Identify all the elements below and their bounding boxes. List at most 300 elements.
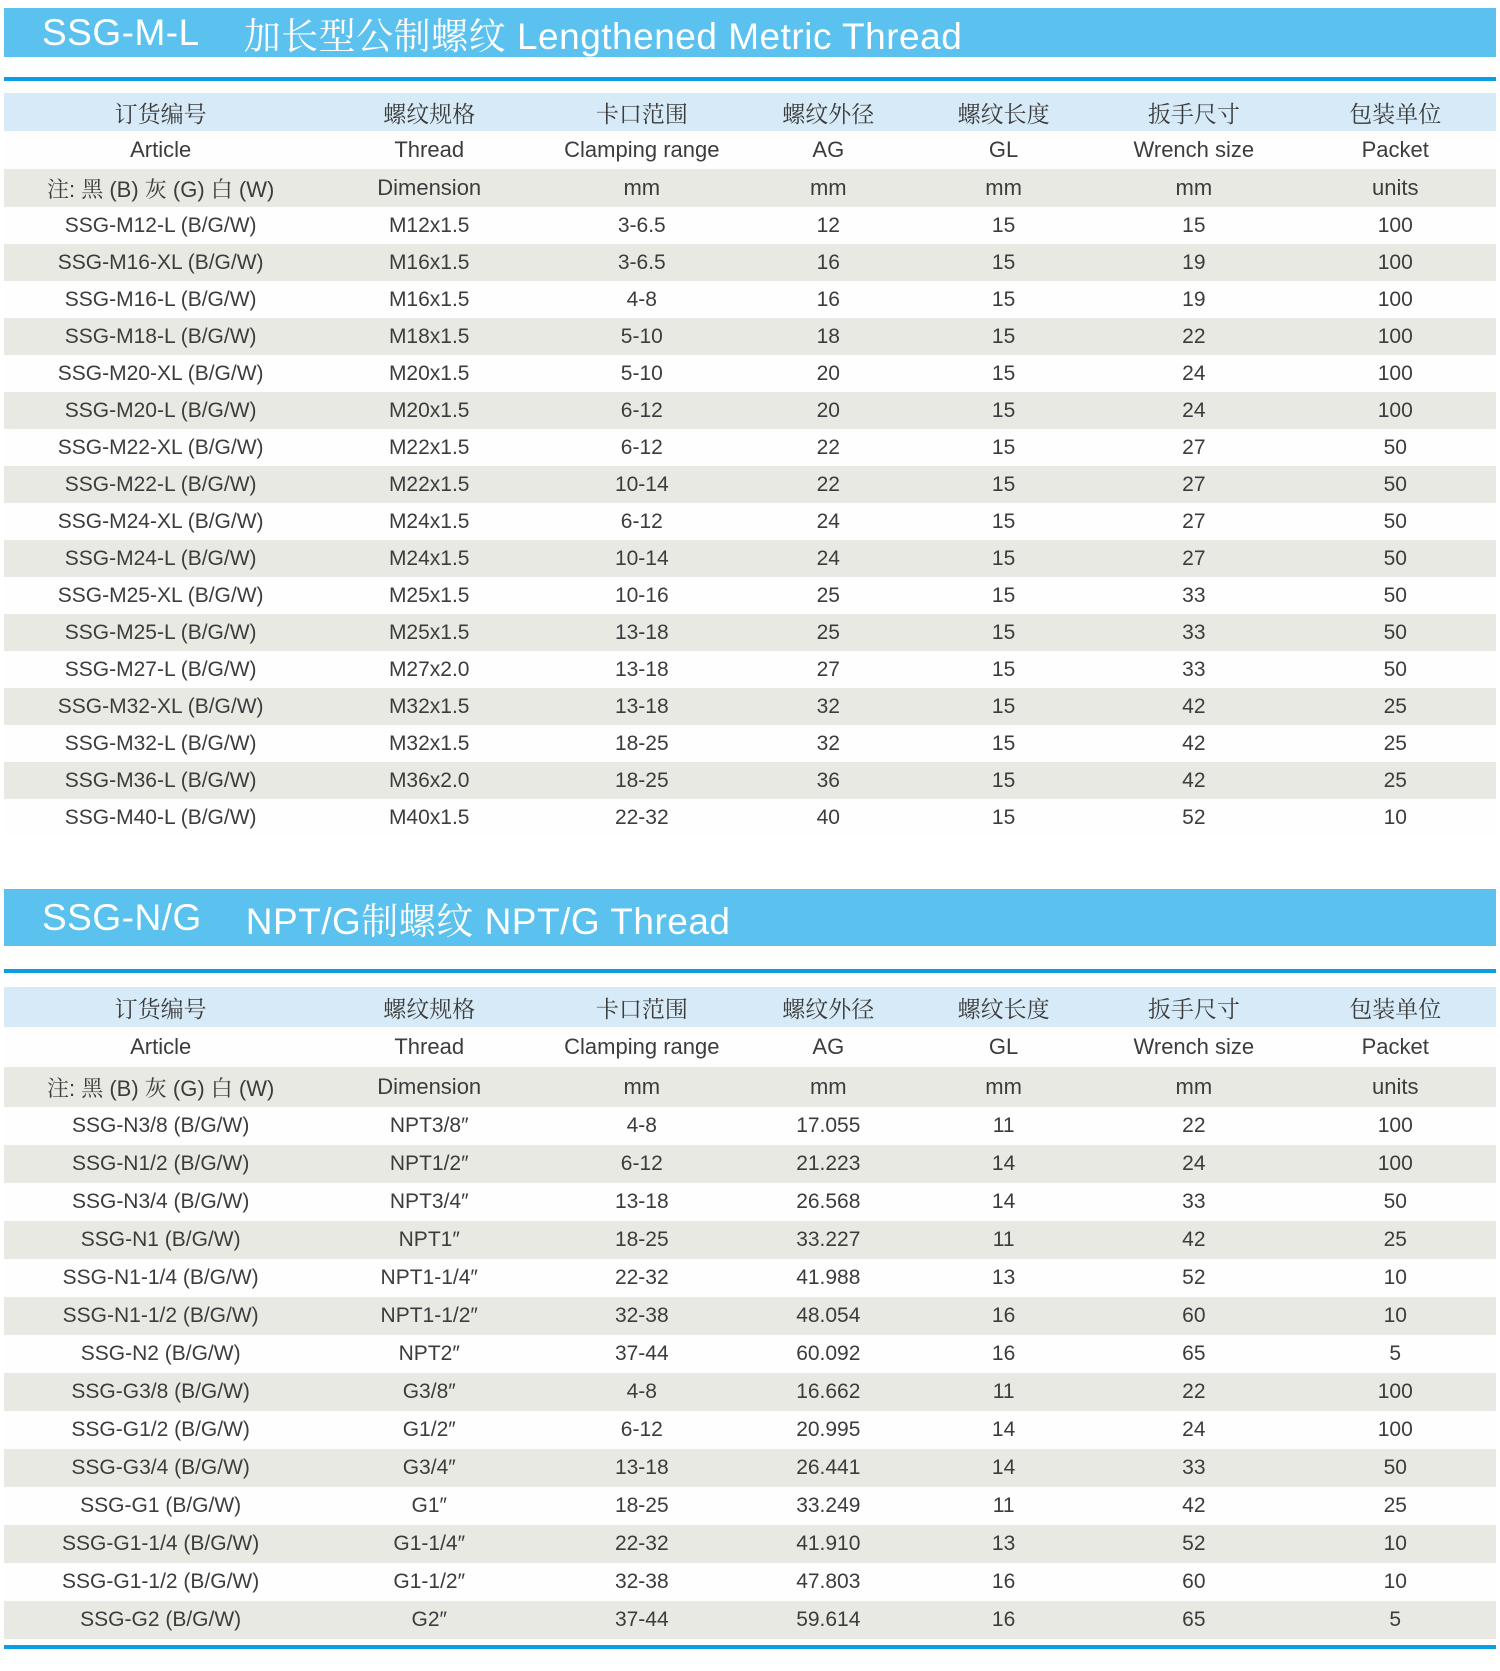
data-cell: 6-12 — [620, 1418, 663, 1441]
data-cell: 42 — [1182, 768, 1206, 792]
data-cell: 100 — [1377, 361, 1413, 385]
catalog-page — [0, 8, 1500, 1649]
data-cell: 19 — [1182, 287, 1206, 311]
data-cell: 50 — [1383, 435, 1407, 459]
data-cell: 33 — [1182, 657, 1206, 681]
data-cell: 15 — [991, 768, 1016, 792]
data-cell: 27 — [1182, 435, 1206, 459]
header-cell: mm — [985, 1074, 1022, 1099]
header-cell: Packet — [1361, 137, 1429, 162]
data-cell: NPT1/2″ — [389, 1152, 469, 1175]
header-cell: Clamping range — [564, 137, 720, 162]
data-cell: SSG-N1 (B/G/W) — [80, 1228, 241, 1251]
header-cell: 扳手尺寸 — [1147, 100, 1240, 127]
data-cell: NPT2″ — [398, 1342, 460, 1365]
data-cell: 15 — [991, 435, 1016, 459]
data-cell: SSG-M25-L (B/G/W) — [64, 620, 257, 644]
header-cell: 螺纹规格 — [383, 100, 476, 127]
header-cell: mm — [809, 175, 847, 200]
data-cell: M24x1.5 — [388, 546, 470, 570]
data-cell: 25 — [1383, 1228, 1407, 1251]
table-row — [4, 799, 1496, 836]
data-cell: 33 — [1182, 1190, 1206, 1213]
header-cell: Wrench size — [1133, 137, 1255, 162]
data-cell: 6-12 — [620, 398, 663, 422]
header-cell: Article — [130, 137, 192, 162]
data-cell: M25x1.5 — [388, 583, 470, 607]
data-cell: SSG-M22-XL (B/G/W) — [57, 435, 264, 459]
data-cell: SSG-N3/8 (B/G/W) — [71, 1114, 250, 1137]
data-cell: SSG-M32-L (B/G/W) — [64, 731, 257, 755]
data-cell: 5 — [1389, 1342, 1402, 1365]
header-cell: 订货编号 — [114, 100, 207, 127]
data-cell: 14 — [991, 1152, 1016, 1175]
data-cell: G1-1/4″ — [393, 1532, 466, 1555]
data-cell: 24 — [1182, 361, 1206, 385]
data-cell: SSG-M18-L (B/G/W) — [64, 324, 257, 348]
header-cell: GL — [988, 1034, 1019, 1059]
data-cell: 5 — [1389, 1608, 1402, 1631]
data-cell: 41.910 — [796, 1532, 861, 1555]
data-cell: 20.995 — [796, 1418, 861, 1441]
header-cell: 卡口范围 — [595, 995, 688, 1022]
data-cell: 16 — [991, 1342, 1016, 1365]
data-cell: 50 — [1383, 546, 1407, 570]
data-cell: SSG-G1-1/2 (B/G/W) — [62, 1570, 260, 1593]
header-cell: units — [1372, 1074, 1419, 1099]
header-cell: 卡口范围 — [595, 100, 688, 127]
data-cell: 65 — [1182, 1608, 1206, 1631]
data-cell: M12x1.5 — [388, 213, 470, 237]
header-row — [4, 169, 1496, 207]
data-cell: 25 — [1383, 1494, 1407, 1517]
data-cell: SSG-G1 (B/G/W) — [80, 1494, 242, 1517]
table-row — [4, 651, 1496, 688]
data-cell: 33.227 — [796, 1228, 861, 1251]
data-cell: 100 — [1377, 1380, 1413, 1403]
header-cell: Thread — [394, 137, 465, 162]
data-cell: 22 — [1182, 1380, 1206, 1403]
data-cell: 3-6.5 — [617, 213, 666, 237]
data-cell: 20 — [816, 398, 840, 422]
data-cell: 60.092 — [796, 1342, 861, 1365]
header-row — [4, 1067, 1496, 1107]
data-cell: G1/2″ — [402, 1418, 456, 1441]
data-cell: 15 — [991, 546, 1016, 570]
data-cell: 100 — [1377, 1114, 1413, 1137]
table-row — [4, 392, 1496, 429]
data-cell: SSG-G1-1/4 (B/G/W) — [62, 1532, 260, 1555]
data-cell: 50 — [1383, 583, 1407, 607]
data-cell: M22x1.5 — [388, 472, 470, 496]
data-cell: 13 — [991, 1532, 1016, 1555]
data-cell: 52 — [1182, 805, 1206, 829]
table-row — [4, 1601, 1496, 1639]
header-cell: AG — [812, 137, 845, 162]
data-cell: 22 — [1182, 1114, 1206, 1137]
data-cell: M25x1.5 — [388, 620, 470, 644]
data-cell: G1-1/2″ — [393, 1570, 466, 1593]
data-cell: 15 — [991, 805, 1016, 829]
table-row — [4, 1525, 1496, 1563]
data-cell: 50 — [1383, 472, 1407, 496]
header-cell: 包装单位 — [1349, 100, 1442, 127]
data-cell: M16x1.5 — [388, 287, 470, 311]
data-cell: 50 — [1383, 620, 1407, 644]
data-cell: 37-44 — [614, 1608, 669, 1631]
header-cell: mm — [623, 175, 661, 200]
data-cell: 15 — [991, 731, 1016, 755]
data-cell: 100 — [1377, 287, 1413, 311]
header-cell: 包装单位 — [1349, 995, 1442, 1022]
data-cell: 10-14 — [614, 546, 669, 570]
section-banner-metric — [4, 8, 1496, 57]
data-cell: 52 — [1182, 1532, 1206, 1555]
header-cell: 螺纹规格 — [383, 995, 476, 1022]
data-cell: SSG-M20-XL (B/G/W) — [57, 361, 264, 385]
data-cell: 13-18 — [614, 657, 669, 681]
data-cell: 4-8 — [626, 1114, 657, 1137]
table-row — [4, 1221, 1496, 1259]
data-cell: SSG-N1-1/2 (B/G/W) — [62, 1304, 259, 1327]
data-cell: M36x2.0 — [388, 768, 470, 792]
data-cell: 100 — [1377, 213, 1413, 237]
data-cell: 14 — [991, 1418, 1016, 1441]
table-row — [4, 466, 1496, 503]
data-cell: 15 — [991, 694, 1016, 718]
data-cell: 42 — [1182, 1228, 1206, 1251]
data-cell: 27 — [1182, 509, 1206, 533]
data-cell: 13-18 — [614, 1190, 669, 1213]
data-cell: 24 — [1182, 398, 1206, 422]
section-banner-npt-g — [4, 889, 1496, 946]
data-cell: NPT3/8″ — [389, 1114, 469, 1137]
data-cell: 22 — [816, 472, 840, 496]
data-cell: 16 — [991, 1570, 1016, 1593]
data-cell: NPT1-1/4″ — [380, 1266, 478, 1289]
data-cell: 22-32 — [614, 1266, 669, 1289]
data-cell: 33 — [1182, 1456, 1206, 1479]
data-cell: 16 — [991, 1304, 1016, 1327]
data-cell: 11 — [992, 1494, 1015, 1517]
data-cell: G1″ — [411, 1494, 447, 1517]
data-cell: SSG-M40-L (B/G/W) — [64, 805, 257, 829]
data-cell: SSG-M16-XL (B/G/W) — [57, 250, 264, 274]
data-cell: 22 — [1182, 324, 1206, 348]
header-cell: AG — [812, 1034, 845, 1059]
data-cell: SSG-M12-L (B/G/W) — [64, 213, 257, 237]
data-cell: 59.614 — [796, 1608, 861, 1631]
data-cell: 100 — [1377, 1152, 1413, 1175]
data-cell: 33 — [1182, 620, 1206, 644]
header-cell: mm — [1175, 1074, 1213, 1099]
data-cell: 32-38 — [614, 1304, 669, 1327]
data-cell: M32x1.5 — [388, 694, 470, 718]
header-cell: Article — [130, 1034, 192, 1059]
data-cell: SSG-N1/2 (B/G/W) — [71, 1152, 250, 1175]
npt-g-thread-table — [4, 987, 1496, 1639]
data-cell: 60 — [1182, 1570, 1206, 1593]
data-cell: 50 — [1383, 1456, 1407, 1479]
data-cell: 3-6.5 — [617, 250, 666, 274]
data-cell: M32x1.5 — [388, 731, 470, 755]
data-cell: 10 — [1383, 1266, 1407, 1289]
data-cell: 15 — [1182, 213, 1206, 237]
data-cell: M18x1.5 — [388, 324, 470, 348]
table-row — [4, 1373, 1496, 1411]
data-cell: 25 — [1383, 694, 1407, 718]
data-cell: 6-12 — [620, 509, 663, 533]
header-cell: 螺纹长度 — [957, 100, 1050, 127]
table-row — [4, 318, 1496, 355]
data-cell: 14 — [991, 1190, 1016, 1213]
data-cell: 15 — [991, 324, 1016, 348]
header-cell: Dimension — [377, 175, 482, 200]
header-cell: 扳手尺寸 — [1147, 995, 1240, 1022]
data-cell: 17.055 — [796, 1114, 861, 1137]
data-cell: 33 — [1182, 583, 1206, 607]
data-cell: 25 — [1383, 768, 1407, 792]
data-cell: 15 — [991, 657, 1016, 681]
header-row — [4, 131, 1496, 169]
data-cell: 10-14 — [614, 472, 669, 496]
data-cell: 22-32 — [614, 805, 669, 829]
data-cell: 15 — [991, 250, 1016, 274]
table-row — [4, 1411, 1496, 1449]
header-cell: Thread — [394, 1034, 465, 1059]
data-cell: 24 — [816, 509, 840, 533]
data-cell: 37-44 — [614, 1342, 669, 1365]
data-cell: 15 — [991, 287, 1016, 311]
data-cell: 25 — [1383, 731, 1407, 755]
header-cell: GL — [988, 137, 1019, 162]
header-cell: Clamping range — [564, 1034, 720, 1059]
data-cell: 26.441 — [796, 1456, 861, 1479]
data-cell: 18 — [816, 324, 840, 348]
data-cell: 4-8 — [626, 287, 657, 311]
header-cell: mm — [1175, 175, 1213, 200]
divider-rule — [4, 969, 1496, 973]
table-row — [4, 762, 1496, 799]
data-cell: 36 — [816, 768, 840, 792]
table-row — [4, 1563, 1496, 1601]
header-cell: mm — [809, 1074, 847, 1099]
data-cell: SSG-N1-1/4 (B/G/W) — [62, 1266, 259, 1289]
data-cell: 15 — [991, 398, 1016, 422]
data-cell: 100 — [1377, 324, 1413, 348]
data-cell: 14 — [991, 1456, 1016, 1479]
table-row — [4, 1335, 1496, 1373]
header-row — [4, 93, 1496, 131]
data-cell: SSG-M22-L (B/G/W) — [64, 472, 257, 496]
table-row — [4, 1145, 1496, 1183]
header-row — [4, 1027, 1496, 1067]
data-cell: 6-12 — [620, 1152, 663, 1175]
data-cell: G3/4″ — [402, 1456, 456, 1479]
header-cell: 订货编号 — [114, 995, 207, 1022]
data-cell: SSG-M16-L (B/G/W) — [64, 287, 257, 311]
header-row — [4, 987, 1496, 1027]
data-cell: 47.803 — [796, 1570, 861, 1593]
data-cell: 16 — [816, 287, 840, 311]
data-cell: 18-25 — [614, 768, 669, 792]
data-cell: SSG-M20-L (B/G/W) — [64, 398, 257, 422]
header-cell: Packet — [1361, 1034, 1429, 1059]
data-cell: 24 — [816, 546, 840, 570]
table-row — [4, 1449, 1496, 1487]
data-cell: 18-25 — [614, 1228, 669, 1251]
divider-rule — [4, 77, 1496, 81]
data-cell: 15 — [991, 509, 1016, 533]
data-cell: NPT3/4″ — [389, 1190, 469, 1213]
data-cell: SSG-M24-L (B/G/W) — [64, 546, 257, 570]
header-cell: 注: 黑 (B) 灰 (G) 白 (W) — [47, 1075, 275, 1101]
data-cell: M24x1.5 — [388, 509, 470, 533]
data-cell: SSG-M32-XL (B/G/W) — [57, 694, 264, 718]
data-cell: 52 — [1182, 1266, 1206, 1289]
data-cell: 10-16 — [614, 583, 669, 607]
data-cell: 12 — [816, 213, 840, 237]
data-cell: 21.223 — [796, 1152, 861, 1175]
data-cell: 41.988 — [796, 1266, 861, 1289]
header-cell: Dimension — [377, 1074, 482, 1099]
table-row — [4, 1259, 1496, 1297]
data-cell: 16.662 — [796, 1380, 861, 1403]
data-cell: NPT1″ — [398, 1228, 460, 1251]
data-cell: 16 — [991, 1608, 1016, 1631]
data-cell: 10 — [1383, 805, 1407, 829]
data-cell: M20x1.5 — [388, 361, 470, 385]
data-cell: 40 — [816, 805, 840, 829]
data-cell: 13-18 — [614, 694, 669, 718]
data-cell: 13-18 — [614, 1456, 669, 1479]
data-cell: 19 — [1182, 250, 1206, 274]
data-cell: 27 — [1182, 472, 1206, 496]
data-cell: 11 — [992, 1228, 1015, 1251]
data-cell: 20 — [816, 361, 840, 385]
data-cell: 15 — [991, 620, 1016, 644]
table-row — [4, 577, 1496, 614]
data-cell: 60 — [1182, 1304, 1206, 1327]
table-row — [4, 1297, 1496, 1335]
data-cell: 16 — [816, 250, 840, 274]
data-cell: 10 — [1383, 1304, 1407, 1327]
header-cell: 螺纹长度 — [957, 995, 1050, 1022]
data-cell: SSG-N3/4 (B/G/W) — [71, 1190, 250, 1213]
data-cell: 11 — [992, 1114, 1015, 1137]
table-row — [4, 1107, 1496, 1145]
data-cell: 25 — [816, 583, 840, 607]
table-row — [4, 244, 1496, 281]
table-row — [4, 725, 1496, 762]
data-cell: 5-10 — [620, 324, 663, 348]
data-cell: SSG-G3/8 (B/G/W) — [71, 1380, 250, 1403]
table-row — [4, 540, 1496, 577]
data-cell: 15 — [991, 213, 1016, 237]
header-cell: units — [1372, 175, 1419, 200]
data-cell: 33.249 — [796, 1494, 861, 1517]
data-cell: 50 — [1383, 509, 1407, 533]
data-cell: 4-8 — [626, 1380, 657, 1403]
data-cell: 18-25 — [614, 731, 669, 755]
data-cell: M27x2.0 — [388, 657, 470, 681]
data-cell: 32 — [816, 731, 840, 755]
data-cell: SSG-M36-L (B/G/W) — [64, 768, 257, 792]
data-cell: 100 — [1377, 1418, 1413, 1441]
section-title: 加长型公制螺纹 Lengthened Metric Thread — [243, 15, 963, 57]
data-cell: SSG-M24-XL (B/G/W) — [57, 509, 264, 533]
metric-thread-table — [4, 93, 1496, 836]
data-cell: 50 — [1383, 657, 1407, 681]
data-cell: G2″ — [411, 1608, 447, 1631]
data-cell: M16x1.5 — [388, 250, 470, 274]
data-cell: 100 — [1377, 398, 1413, 422]
data-cell: M40x1.5 — [388, 805, 470, 829]
section-code: SSG-N/G — [42, 896, 202, 938]
data-cell: 42 — [1182, 694, 1206, 718]
data-cell: 26.568 — [796, 1190, 861, 1213]
header-cell: 螺纹外径 — [782, 100, 875, 127]
data-cell: 11 — [992, 1380, 1015, 1403]
header-cell: mm — [985, 175, 1022, 200]
data-cell: 6-12 — [620, 435, 663, 459]
data-cell: 27 — [816, 657, 840, 681]
table-row — [4, 1183, 1496, 1221]
table-row — [4, 207, 1496, 244]
header-cell: 注: 黑 (B) 灰 (G) 白 (W) — [47, 176, 275, 202]
table-row — [4, 503, 1496, 540]
header-cell: 螺纹外径 — [782, 995, 875, 1022]
data-cell: 15 — [991, 472, 1016, 496]
data-cell: 27 — [1182, 546, 1206, 570]
data-cell: SSG-M25-XL (B/G/W) — [57, 583, 264, 607]
table-row — [4, 1487, 1496, 1525]
data-cell: 18-25 — [614, 1494, 669, 1517]
data-cell: SSG-N2 (B/G/W) — [80, 1342, 241, 1365]
data-cell: 42 — [1182, 731, 1206, 755]
data-cell: M20x1.5 — [388, 398, 470, 422]
data-cell: SSG-G3/4 (B/G/W) — [71, 1456, 250, 1479]
bottom-rule — [4, 1645, 1496, 1649]
data-cell: M22x1.5 — [388, 435, 470, 459]
table-row — [4, 355, 1496, 392]
data-cell: G3/8″ — [402, 1380, 456, 1403]
data-cell: 32 — [816, 694, 840, 718]
data-cell: 42 — [1182, 1494, 1206, 1517]
data-cell: 32-38 — [614, 1570, 669, 1593]
data-cell: 22-32 — [614, 1532, 669, 1555]
header-cell: mm — [623, 1074, 661, 1099]
data-cell: SSG-G1/2 (B/G/W) — [71, 1418, 250, 1441]
table-row — [4, 688, 1496, 725]
data-cell: 48.054 — [796, 1304, 861, 1327]
data-cell: 15 — [991, 583, 1016, 607]
data-cell: 5-10 — [620, 361, 663, 385]
data-cell: NPT1-1/2″ — [380, 1304, 478, 1327]
data-cell: 50 — [1383, 1190, 1407, 1213]
data-cell: 24 — [1182, 1152, 1206, 1175]
data-cell: 22 — [816, 435, 840, 459]
data-cell: 10 — [1383, 1532, 1407, 1555]
data-cell: 100 — [1377, 250, 1413, 274]
table-row — [4, 429, 1496, 466]
data-cell: 15 — [991, 361, 1016, 385]
table-row — [4, 614, 1496, 651]
data-cell: 25 — [816, 620, 840, 644]
data-cell: 10 — [1383, 1570, 1407, 1593]
section-code: SSG-M-L — [42, 11, 200, 53]
data-cell: SSG-G2 (B/G/W) — [80, 1608, 242, 1631]
